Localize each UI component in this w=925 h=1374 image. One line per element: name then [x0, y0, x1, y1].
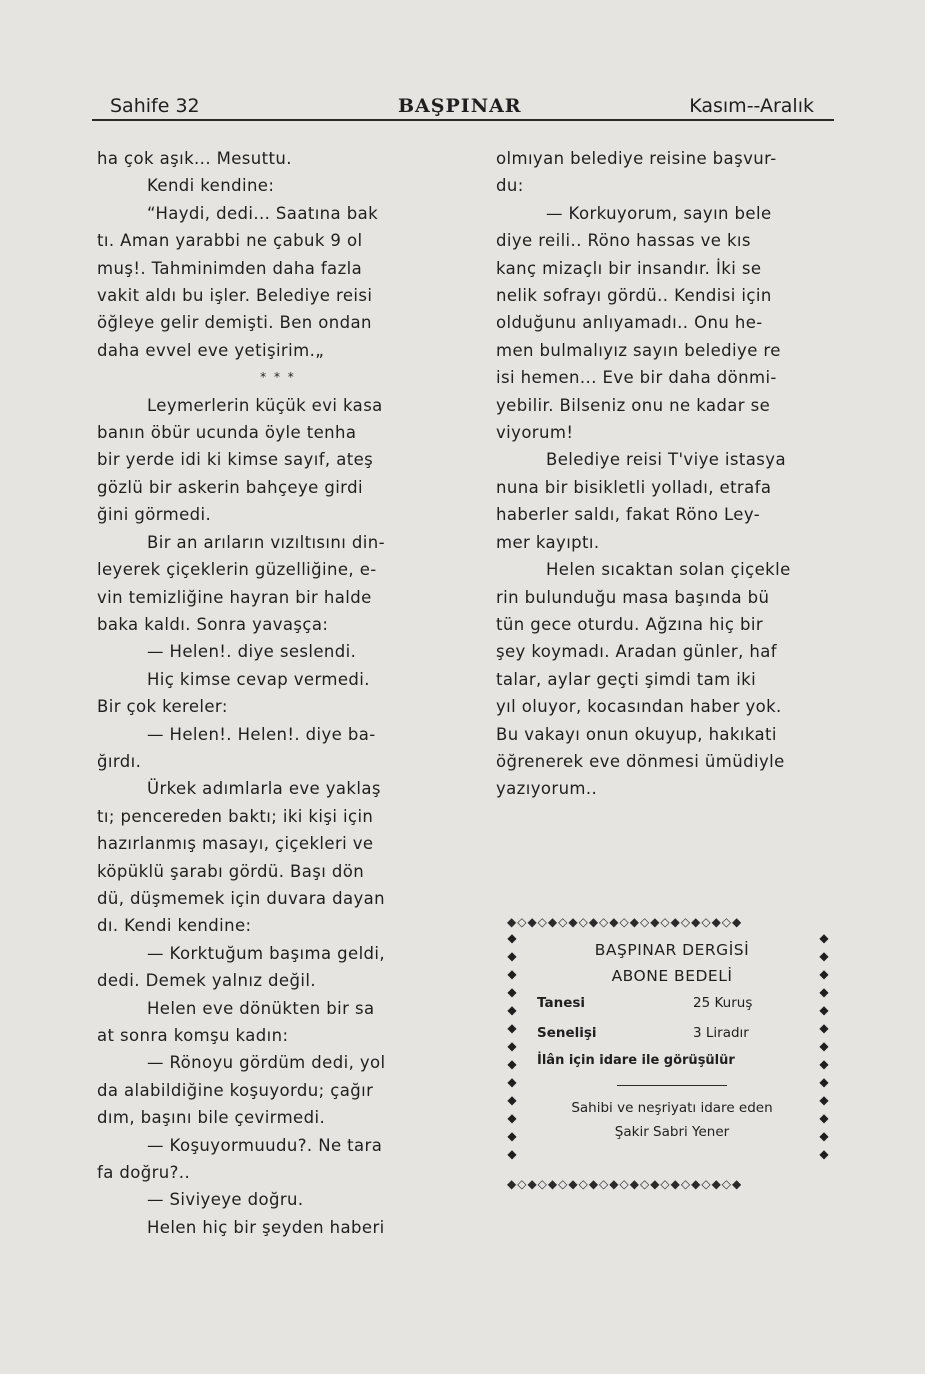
- box-subtitle: ABONE BEDELİ: [611, 967, 733, 985]
- text-line: hazırlanmış masayı, çiçekleri ve: [97, 834, 374, 854]
- text-line: dedi. Demek yalnız değil.: [97, 971, 316, 991]
- right-column: [496, 145, 844, 803]
- text-line: Kendi kendine:: [147, 176, 275, 196]
- price-row: [537, 989, 807, 1019]
- text-line: — Korktuğum başıma geldi,: [147, 943, 386, 963]
- text-line: nelik sofrayı gördü.. Kendisi için: [496, 286, 772, 306]
- text-line: du:: [496, 176, 524, 196]
- text-line: “Haydi, dedi... Saatına bak: [147, 203, 379, 223]
- text-line: Helen hiç bir şeyden haberi: [147, 1217, 385, 1237]
- text-line: köpüklü şarabı gördü. Başı dön: [97, 861, 365, 881]
- text-line: — Helen!. diye seslendi.: [147, 642, 357, 662]
- text-line: Ürkek adımlarla eve yaklaş: [147, 779, 381, 799]
- price-value: 25 Kuruş: [693, 995, 753, 1011]
- text-line: dı. Kendi kendine:: [97, 916, 252, 936]
- text-line: Belediye reisi T'viye istasya: [546, 450, 786, 470]
- text-line: — Siviyeye doğru.: [147, 1190, 304, 1210]
- text-line: tı. Aman yarabbi ne çabuk 9 ol: [97, 231, 363, 251]
- text-line: — Korkuyorum, sayın bele: [546, 203, 772, 223]
- text-line: mer kayıptı.: [496, 532, 600, 552]
- text-line: yazıyorum..: [496, 779, 598, 799]
- owner-name: Şakir Sabri Yener: [614, 1124, 730, 1140]
- divider: [617, 1085, 727, 1086]
- text-line: Bir çok kereler:: [97, 697, 228, 717]
- text-line: öğrenerek eve dönmesi ümüdiyle: [496, 751, 785, 771]
- text-line: leyerek çiçeklerin güzelliğine, e-: [97, 560, 377, 580]
- issue-date: Kasım--Aralık: [689, 95, 814, 117]
- price-label: Senelişi: [537, 1025, 597, 1041]
- text-line: ğırdı.: [97, 751, 142, 771]
- text-line: diye reili.. Röno hassas ve kıs: [496, 231, 751, 251]
- text-line: öğleye gelir demişti. Ben ondan: [97, 313, 372, 333]
- left-column: [97, 145, 459, 1241]
- price-row: [537, 1019, 807, 1049]
- text-line: yebilir. Bilseniz onu ne kadar se: [496, 395, 771, 415]
- text-line: rin bulunduğu masa başında bü: [496, 587, 770, 607]
- text-line: viyorum!: [496, 423, 574, 443]
- text-line: tı; pencereden baktı; iki kişi için: [97, 806, 374, 826]
- box-title: BAŞPINAR DERGİSİ: [594, 941, 750, 959]
- text-line: Helen eve dönükten bir sa: [147, 998, 375, 1018]
- ad-note: İlân için idare ile görüşülür: [537, 1053, 735, 1068]
- text-line: — Helen!. Helen!. diye ba-: [147, 724, 376, 744]
- text-line: banın öbür ucunda öyle tenha: [97, 423, 357, 443]
- subscription-box: [507, 915, 829, 1191]
- text-line: vakit aldı bu işler. Belediye reisi: [97, 286, 373, 306]
- text-line: ğini görmedi.: [97, 505, 212, 525]
- ornament-border-right: ◆ ◆ ◆ ◆ ◆ ◆ ◆ ◆ ◆ ◆ ◆ ◆ ◆: [819, 931, 829, 1161]
- ornament-border-bottom: ◆◇◆◇◆◇◆◇◆◇◆◇◆◇◆◇◆◇◆◇◆◇◆: [507, 1177, 743, 1191]
- text-line: vin temizliğine hayran bir halde: [97, 587, 372, 607]
- text-line: — Koşuyormuudu?. Ne tara: [147, 1135, 383, 1155]
- text-line: dü, düşmemek için duvara dayan: [97, 888, 386, 908]
- page-header: [92, 93, 834, 121]
- page-number: Sahife 32: [110, 95, 200, 117]
- text-line: at sonra komşu kadın:: [97, 1026, 289, 1045]
- price-value: 3 Liradır: [693, 1025, 749, 1041]
- ornament-border-left: ◆ ◆ ◆ ◆ ◆ ◆ ◆ ◆ ◆ ◆ ◆ ◆ ◆: [507, 931, 517, 1161]
- text-line: yıl oluyor, kocasından haber yok.: [496, 697, 782, 717]
- text-line: şey koymadı. Aradan günler, haf: [496, 642, 777, 662]
- text-line: ha çok aşık... Mesuttu.: [97, 149, 292, 168]
- text-line: talar, aylar geçti şimdi tam iki: [496, 669, 757, 689]
- text-line: gözlü bir askerin bahçeye girdi: [97, 477, 363, 497]
- price-label: Tanesi: [537, 995, 586, 1011]
- text-line: nuna bir bisikletli yolladı, etrafa: [496, 477, 772, 497]
- text-line: dım, başını bile çevirmedi.: [97, 1108, 326, 1128]
- section-divider: * * *: [260, 370, 296, 385]
- magazine-title: BAŞPINAR: [398, 95, 522, 117]
- text-line: tün gece oturdu. Ağzına hiç bir: [496, 614, 764, 634]
- text-line: isi hemen... Eve bir daha dönmi-: [496, 368, 777, 388]
- text-line: Bu vakayı onun okuyup, hakıkati: [496, 724, 777, 744]
- text-line: Hiç kimse cevap vermedi.: [147, 669, 370, 689]
- text-line: Helen sıcaktan solan çiçekle: [546, 560, 791, 580]
- ornament-border-top: ◆◇◆◇◆◇◆◇◆◇◆◇◆◇◆◇◆◇◆◇◆◇◆: [507, 915, 743, 929]
- text-line: Bir an arıların vızıltısını din-: [147, 532, 385, 552]
- text-line: bir yerde idi ki kimse sayıf, ateş: [97, 450, 374, 470]
- text-line: muş!. Tahminimden daha fazla: [97, 258, 363, 278]
- text-line: fa doğru?..: [97, 1163, 191, 1183]
- text-line: haberler saldı, fakat Röno Ley-: [496, 505, 761, 525]
- text-line: da alabildiğine koşuyordu; çağır: [97, 1080, 374, 1100]
- text-line: olduğunu anlıyamadı.. Onu he-: [496, 313, 763, 333]
- owner-line: Sahibi ve neşriyatı idare eden: [571, 1100, 773, 1116]
- text-line: daha evvel eve yetişirim.„: [97, 340, 325, 360]
- text-line: Leymerlerin küçük evi kasa: [147, 395, 383, 415]
- text-line: — Rönoyu gördüm dedi, yol: [147, 1053, 386, 1073]
- text-line: baka kaldı. Sonra yavaşça:: [97, 614, 329, 634]
- text-line: men bulmalıyız sayın belediye re: [496, 340, 781, 360]
- text-line: kanç mizaçlı bir insandır. İki se: [496, 258, 762, 278]
- text-line: olmıyan belediye reisine başvur-: [496, 149, 777, 168]
